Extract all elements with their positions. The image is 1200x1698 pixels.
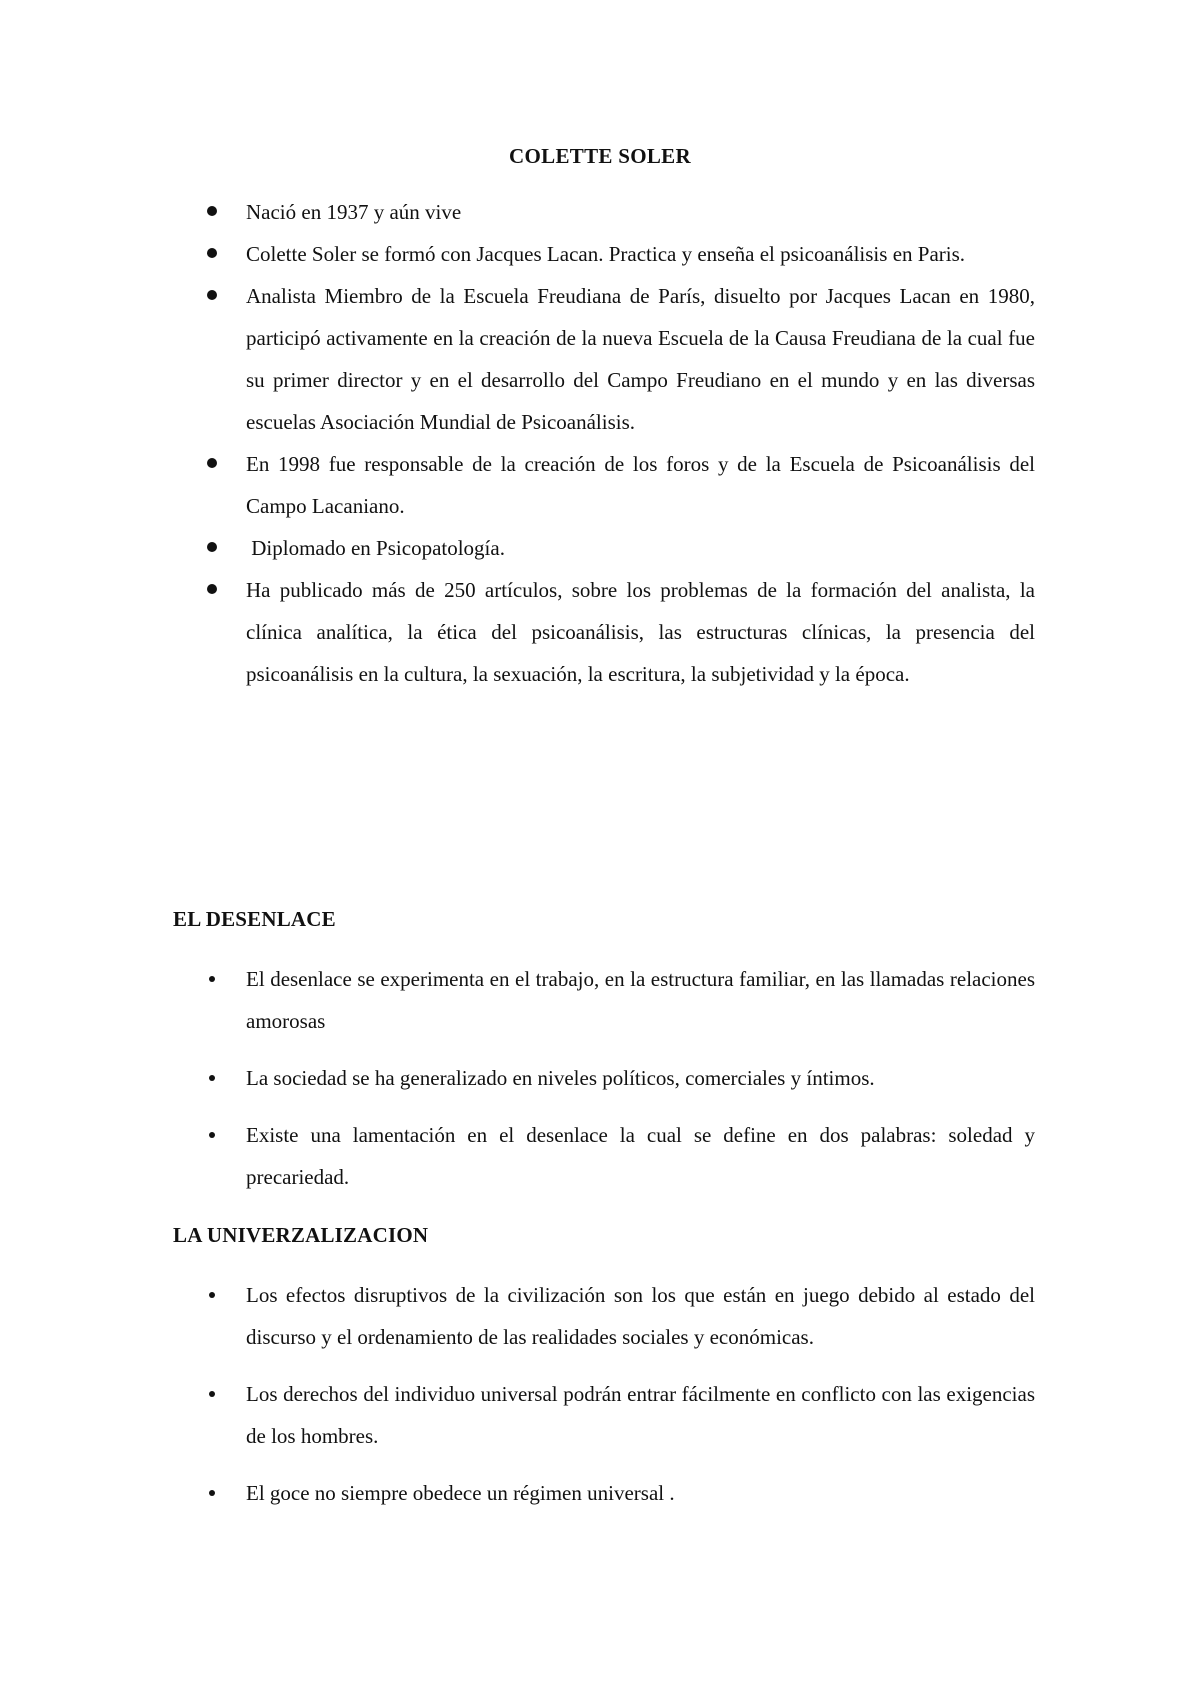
list-item-text: Diplomado en Psicopatología. [246, 536, 505, 560]
bullet-icon [207, 1472, 227, 1514]
list-item-text: Analista Miembro de la Escuela Freudiana de París, disuelto por Jacques Lacan en 1980, participó activamente en la creación de la nueva Escuela de la Causa Freudiana de la cual fue su primer director y en el desarrollo del Campo Freudiano en el mundo y en las diversas escuelas Asociación Mundial de Psicoanálisis. [246, 284, 1035, 434]
section-heading: EL DESENLACE [173, 907, 336, 931]
list-item-text: Los derechos del individuo universal podrán entrar fácilmente en conflicto con las exigencias de los hombres. [246, 1382, 1035, 1448]
list-item [0, 1057, 1035, 1099]
list-item-text: Los efectos disruptivos de la civilización son los que están en juego debido al estado del discurso y el ordenamiento de las realidades sociales y económicas. [246, 1283, 1035, 1349]
bullet-icon [207, 1373, 227, 1415]
list-item [0, 958, 1035, 1042]
bullet-icon [207, 1274, 227, 1316]
list-item-text: Ha publicado más de 250 artículos, sobre los problemas de la formación del analista, la clínica analítica, la ética del psicoanálisis, las estructuras clínicas, la presencia del psicoanálisis en la cultura, la sexuación, la escritura, la subjetividad y la época. [246, 578, 1035, 686]
page-title: COLETTE SOLER [509, 144, 691, 168]
list-item [0, 569, 1035, 695]
bullet-icon [207, 1057, 227, 1099]
list-item [0, 275, 1035, 443]
bullet-icon [207, 275, 227, 317]
desenlace-list [0, 958, 1200, 1213]
list-item-text: El goce no siempre obedece un régimen universal . [246, 1481, 675, 1505]
list-item-text: Nació en 1937 y aún vive [246, 200, 462, 224]
section-heading: LA UNIVERZALIZACION [173, 1223, 429, 1247]
list-item-text: En 1998 fue responsable de la creación de los foros y de la Escuela de Psicoanálisis del Campo Lacaniano. [246, 452, 1035, 518]
list-item [0, 443, 1035, 527]
list-item [0, 527, 1035, 569]
bullet-icon [207, 958, 227, 1000]
bullet-icon [207, 233, 227, 275]
list-item-text: Colette Soler se formó con Jacques Lacan. Practica y enseña el psicoanálisis en Paris. [246, 242, 966, 266]
list-item [0, 1472, 1035, 1514]
list-item [0, 191, 1035, 233]
bullet-icon [207, 443, 227, 485]
universalizacion-list [0, 1274, 1200, 1529]
list-item [0, 1373, 1035, 1457]
list-item-text: Existe una lamentación en el desenlace la cual se define en dos palabras: soledad y precariedad. [246, 1123, 1035, 1189]
bullet-icon [207, 527, 227, 569]
list-item [0, 1274, 1035, 1358]
bullet-icon [207, 1114, 227, 1156]
list-item [0, 1114, 1035, 1198]
intro-list [0, 191, 1200, 695]
list-item-text: El desenlace se experimenta en el trabajo, en la estructura familiar, en las llamadas relaciones amorosas [246, 967, 1035, 1033]
bullet-icon [207, 191, 227, 233]
bullet-icon [207, 569, 227, 611]
list-item-text: La sociedad se ha generalizado en niveles políticos, comerciales y íntimos. [246, 1066, 875, 1090]
list-item [0, 233, 1035, 275]
